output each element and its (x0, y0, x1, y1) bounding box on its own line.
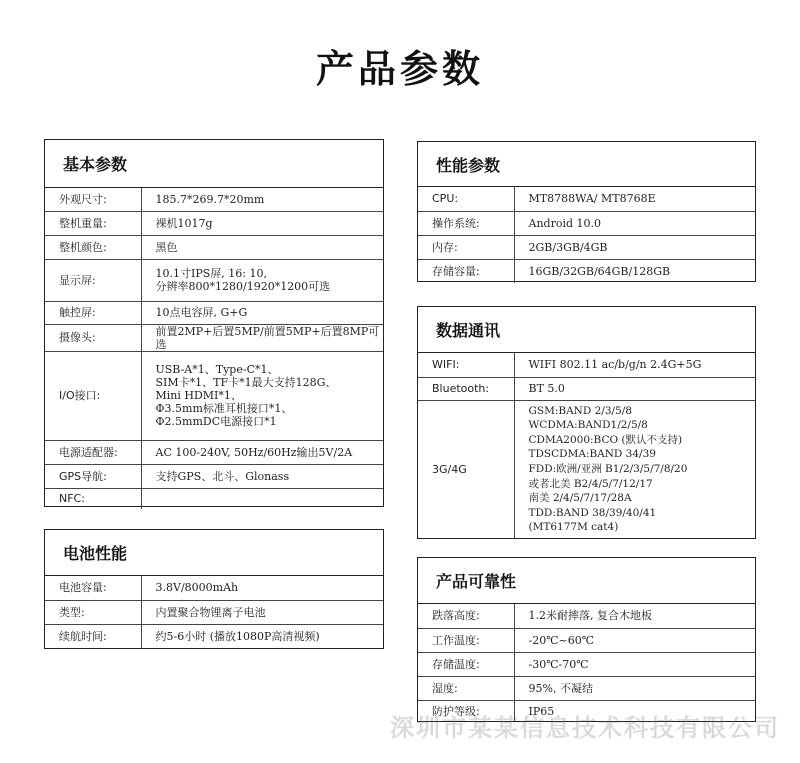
comm-card (417, 306, 756, 539)
spec-label: 外观尺寸: (45, 188, 141, 211)
reliability-card (417, 557, 756, 722)
table-row (418, 187, 755, 211)
battery-card (44, 529, 384, 649)
table-row (418, 400, 755, 538)
basic-params-table (45, 188, 383, 509)
table-row (45, 351, 383, 440)
spec-value: 内置聚合物锂离子电池 (141, 600, 383, 624)
table-row (418, 259, 755, 283)
table-row (45, 188, 383, 211)
table-row (45, 440, 383, 464)
spec-label: WIFI: (418, 353, 514, 377)
spec-value: 黑色 (141, 235, 383, 259)
table-row (45, 464, 383, 488)
table-row (45, 301, 383, 324)
spec-value: -30℃-70℃ (514, 652, 755, 676)
battery-heading: 电池性能 (45, 530, 383, 576)
table-row (45, 235, 383, 259)
table-row (45, 324, 383, 351)
spec-label: 触控屏: (45, 301, 141, 324)
performance-table (418, 187, 755, 283)
battery-table (45, 576, 383, 648)
spec-label: 电源适配器: (45, 440, 141, 464)
spec-label: 工作温度: (418, 628, 514, 652)
table-row (418, 700, 755, 722)
spec-value: GSM:BAND 2/3/5/8 WCDMA:BAND1/2/5/8 CDMA2000:BCO (默认不支持) TDSCDMA:BAND 34/39 FDD:欧洲/亚洲 B1/2/3/5/7/8/20 或者北美 B2/4/5/7/12/17 南美 2/4/5/7/17/28A TDD:BAND 38/39/40/41 (MT6177M cat4) (514, 400, 755, 538)
table-row (45, 600, 383, 624)
table-row (418, 377, 755, 400)
table-row (418, 235, 755, 259)
spec-value: 95%, 不凝结 (514, 676, 755, 700)
spec-value: 前置2MP+后置5MP/前置5MP+后置8MP可选 (141, 324, 383, 351)
spec-value: IP65 (514, 700, 755, 722)
spec-value: 10.1寸IPS屏, 16: 10, 分辨率800*1280/1920*1200可选 (141, 259, 383, 301)
reliability-table (418, 604, 755, 722)
spec-label: 续航时间: (45, 624, 141, 648)
table-row (418, 604, 755, 628)
spec-value: WIFI 802.11 ac/b/g/n 2.4G+5G (528, 358, 702, 372)
spec-value: BT 5.0 (514, 377, 755, 400)
spec-label: 存储容量: (418, 259, 514, 283)
spec-value: 3.8V/8000mAh (155, 581, 239, 595)
spec-label: 内存: (418, 235, 514, 259)
spec-label: 整机颜色: (45, 235, 141, 259)
reliability-heading: 产品可靠性 (418, 558, 755, 604)
company-watermark: 深圳市某某信息技术科技有限公司 (390, 714, 780, 742)
spec-label: 类型: (45, 600, 141, 624)
spec-value: 185.7*269.7*20mm (155, 192, 265, 206)
spec-value: 16GB/32GB/64GB/128GB (514, 259, 755, 283)
spec-value: 约5-6小时 (播放1080P高清视频) (141, 624, 383, 648)
spec-label: 湿度: (418, 676, 514, 700)
basic-params-card (44, 139, 384, 507)
spec-value: -20℃~60℃ (514, 628, 755, 652)
table-row (418, 211, 755, 235)
spec-value: 10点电容屏, G+G (141, 301, 383, 324)
page-title: 产品参数 (315, 47, 484, 91)
table-row (45, 576, 383, 600)
comm-heading: 数据通讯 (418, 307, 755, 353)
spec-label: NFC: (45, 488, 141, 509)
spec-value (141, 488, 383, 509)
spec-label: GPS导航: (45, 464, 141, 488)
performance-card (417, 141, 756, 282)
table-row (418, 652, 755, 676)
comm-table (418, 353, 755, 538)
spec-label: 跌落高度: (418, 604, 514, 628)
spec-label: 防护等级: (418, 700, 514, 722)
spec-label: Bluetooth: (418, 377, 514, 400)
spec-value: 1.2米耐摔落, 复合木地板 (528, 609, 652, 623)
table-row (45, 624, 383, 648)
spec-value: 裸机1017g (141, 211, 383, 235)
table-row (418, 353, 755, 377)
table-row (45, 259, 383, 301)
spec-value: 支持GPS、北斗、Glonass (141, 464, 383, 488)
table-row (418, 628, 755, 652)
table-row (45, 211, 383, 235)
table-row (45, 488, 383, 509)
spec-label: 3G/4G (418, 400, 514, 538)
spec-value: MT8788WA/ MT8768E (528, 192, 656, 206)
spec-label: CPU: (418, 187, 514, 211)
spec-label: 存储温度: (418, 652, 514, 676)
spec-value: USB-A*1、Type-C*1、 SIM卡*1、TF卡*1最大支持128G、 Mini HDMI*1、 Φ3.5mm标准耳机接口*1、 Φ2.5mmDC电源接口*1 (141, 351, 383, 440)
table-row (418, 676, 755, 700)
basic-params-heading: 基本参数 (45, 140, 383, 188)
spec-value: AC 100-240V, 50Hz/60Hz输出5V/2A (141, 440, 383, 464)
performance-heading: 性能参数 (418, 142, 755, 187)
spec-label: 电池容量: (45, 576, 141, 600)
spec-label: I/O接口: (45, 351, 141, 440)
spec-value: Android 10.0 (514, 211, 755, 235)
spec-label: 显示屏: (45, 259, 141, 301)
spec-value: 2GB/3GB/4GB (514, 235, 755, 259)
spec-label: 操作系统: (418, 211, 514, 235)
spec-label: 摄像头: (45, 324, 141, 351)
spec-label: 整机重量: (45, 211, 141, 235)
